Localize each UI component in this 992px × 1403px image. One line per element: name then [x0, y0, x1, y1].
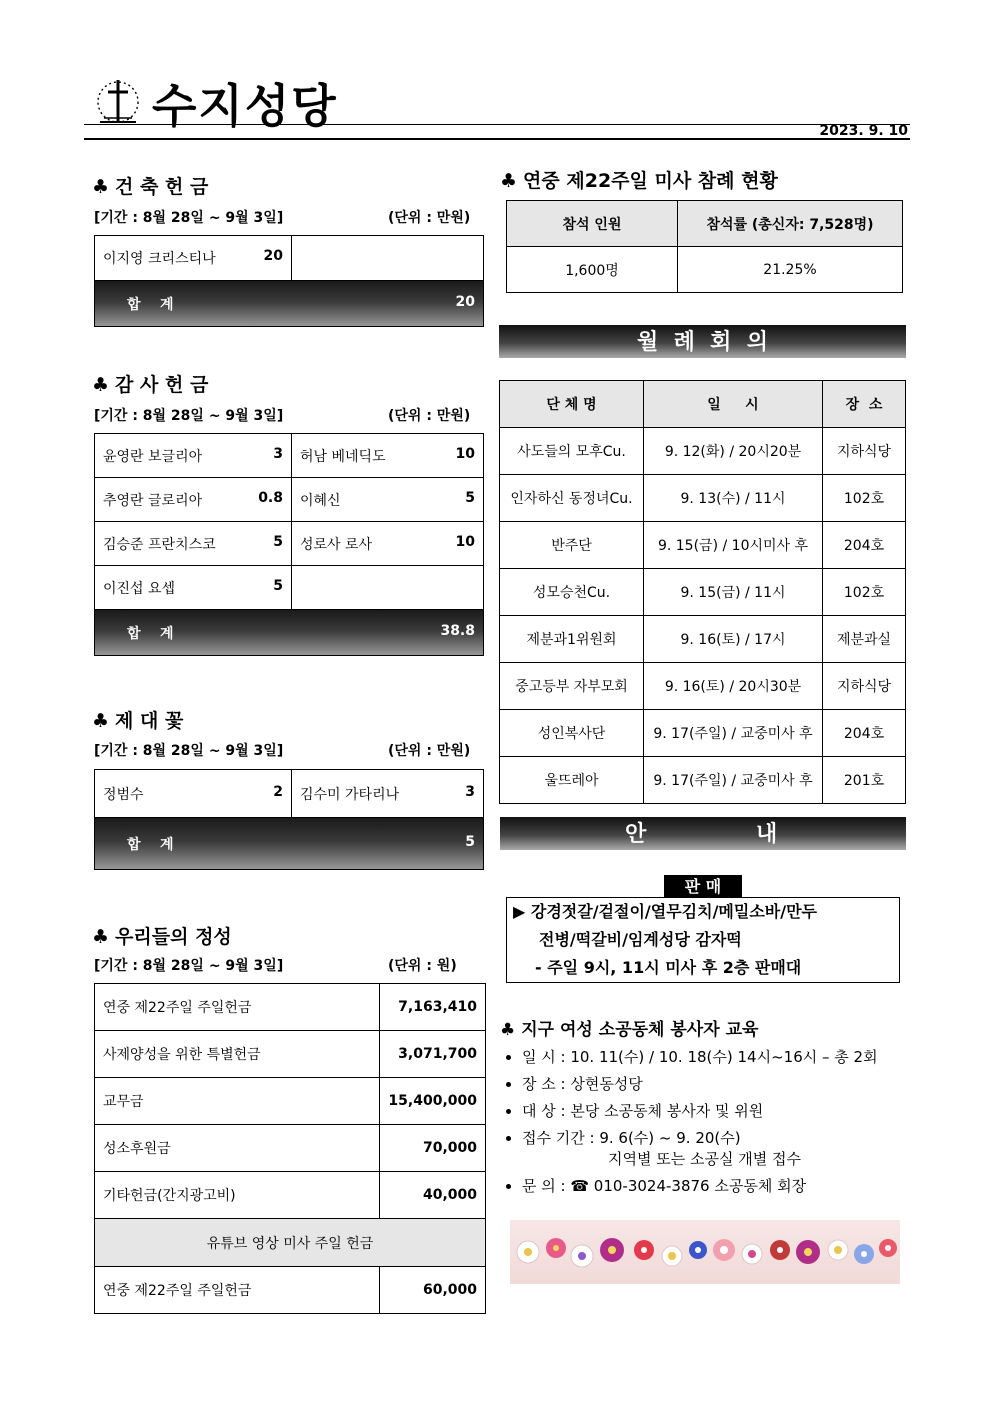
offering-name: 사제양성을 위한 특별헌금 [95, 1031, 380, 1078]
table-row [95, 434, 484, 478]
meeting-place: 지하식당 [823, 663, 906, 710]
meeting-group: 인자하신 동정녀Cu. [500, 475, 644, 522]
attendance-table [506, 200, 903, 293]
altar-flowers-table [94, 769, 484, 870]
offering-amount: 40,000 [380, 1172, 486, 1219]
building-period: [기간 : 8월 28일 ~ 9월 3일] [94, 210, 284, 226]
meeting-datetime: 9. 15(금) / 11시 [644, 569, 823, 616]
col-datetime: 일 시 [644, 381, 823, 428]
offering-unit: (단위 : 원) [388, 958, 457, 974]
altar-flowers-title: ♣ 제 대 꽃 [92, 710, 184, 732]
total-amount: 20 [455, 293, 475, 310]
total-label: 합 계 [127, 836, 174, 853]
list-item: • 접수 기간 : 9. 6(수) ~ 9. 20(수) [522, 1127, 922, 1148]
table-header-row [507, 201, 903, 247]
education-list [504, 1046, 922, 1202]
donor-name: 정범수 [103, 786, 144, 803]
table-row [500, 757, 906, 804]
list-item: • 대 상 : 본당 소공동체 봉사자 및 위원 [522, 1100, 922, 1121]
table-row [95, 566, 484, 610]
meeting-group: 성모승천Cu. [500, 569, 644, 616]
header-rule-bottom [84, 138, 910, 140]
table-row [95, 522, 484, 566]
building-unit: (단위 : 만원) [388, 210, 471, 226]
total-amount: 5 [465, 833, 475, 850]
club-icon: ♣ [500, 1020, 516, 1040]
table-row [500, 428, 906, 475]
building-fund-title: ♣ 건 축 헌 금 [92, 176, 209, 198]
offering-amount: 3,071,700 [380, 1031, 486, 1078]
table-row [500, 616, 906, 663]
church-logo [92, 74, 144, 126]
table-row [95, 1172, 486, 1219]
list-item: • 일 시 : 10. 11(수) / 10. 18(수) 14시~16시 – 총 2회 [522, 1046, 922, 1067]
meeting-datetime: 9. 15(금) / 10시미사 후 [644, 522, 823, 569]
club-icon: ♣ [92, 374, 110, 396]
donor-name: 김승준 프란치스코 [103, 536, 216, 553]
table-row [95, 1125, 486, 1172]
total-row [95, 818, 484, 870]
offering-amount: 60,000 [380, 1267, 486, 1314]
offering-name: 연중 제22주일 주일헌금 [95, 984, 380, 1031]
col-group: 단 체 명 [500, 381, 644, 428]
donor-name: 윤영란 보글리아 [103, 448, 203, 465]
club-icon: ♣ [92, 710, 110, 732]
meeting-group: 중고등부 자부모회 [500, 663, 644, 710]
meetings-table [499, 380, 906, 804]
col-place: 장 소 [823, 381, 906, 428]
guide-banner-right: 내 [756, 822, 778, 847]
club-icon: ♣ [92, 926, 110, 948]
table-row [500, 522, 906, 569]
offering-name: 성소후원금 [95, 1125, 380, 1172]
table-row [500, 475, 906, 522]
club-icon: ♣ [500, 170, 518, 192]
total-label: 합 계 [127, 625, 174, 642]
meeting-group: 제분과1위원회 [500, 616, 644, 663]
table-row [500, 569, 906, 616]
altar-unit: (단위 : 만원) [388, 743, 471, 759]
thanks-offering-title: ♣ 감 사 헌 금 [92, 374, 209, 396]
meeting-group: 성인복사단 [500, 710, 644, 757]
offerings-table [94, 983, 486, 1314]
table-row [95, 1078, 486, 1125]
donor-name: 추영란 글로리아 [103, 492, 203, 509]
table-row [95, 478, 484, 522]
donor-amount: 5 [465, 489, 475, 506]
meeting-place: 102호 [823, 569, 906, 616]
education-title: ♣ 지구 여성 소공동체 봉사자 교육 [500, 1020, 759, 1040]
table-row [500, 710, 906, 757]
donor-amount: 5 [273, 533, 283, 550]
offering-name: 기타헌금(간지광고비) [95, 1172, 380, 1219]
issue-date: 2023. 9. 10 [819, 123, 908, 139]
table-row [507, 247, 903, 293]
meeting-datetime: 9. 12(화) / 20시20분 [644, 428, 823, 475]
attendance-col-rate: 참석률 (총신자: 7,528명) [678, 201, 903, 247]
table-row [95, 984, 486, 1031]
guide-banner-left: 안 [625, 822, 647, 847]
meeting-datetime: 9. 17(주일) / 교중미사 후 [644, 710, 823, 757]
total-amount: 38.8 [440, 622, 475, 639]
donor-amount: 5 [273, 577, 283, 594]
thanks-offering-table [94, 433, 484, 656]
list-item: • 문 의 : ☎ 010-3024-3876 소공동체 회장 [522, 1175, 922, 1196]
meeting-group: 사도들의 모후Cu. [500, 428, 644, 475]
club-icon: ♣ [92, 176, 110, 198]
sale-line-1: ▶ 강경젓갈/겉절이/열무김치/메밀소바/만두 [513, 902, 818, 921]
meeting-place: 204호 [823, 710, 906, 757]
table-row [95, 1031, 486, 1078]
donor-amount: 20 [263, 248, 283, 264]
donor-name: 성로사 로사 [300, 536, 373, 553]
offerings-title: ♣ 우리들의 정성 [92, 926, 232, 948]
guide-banner [500, 817, 906, 850]
attendance-count: 1,600명 [507, 247, 678, 293]
meeting-group: 울뜨레아 [500, 757, 644, 804]
donor-amount: 3 [465, 783, 475, 800]
youtube-header-row [95, 1219, 486, 1267]
thanks-unit: (단위 : 만원) [388, 408, 471, 424]
building-fund-table [94, 235, 484, 327]
meeting-place: 102호 [823, 475, 906, 522]
youtube-header: 유튜브 영상 미사 주일 헌금 [95, 1219, 486, 1267]
offering-period: [기간 : 8월 28일 ~ 9월 3일] [94, 958, 284, 974]
table-row [95, 236, 484, 281]
thanks-period: [기간 : 8월 28일 ~ 9월 3일] [94, 408, 284, 424]
attendance-rate: 21.25% [678, 247, 903, 293]
donor-name: 이혜신 [300, 492, 341, 509]
donor-amount: 3 [273, 445, 283, 462]
list-item-subline: 지역별 또는 소공실 개별 접수 [608, 1150, 801, 1168]
meeting-place: 제분과실 [823, 616, 906, 663]
meeting-datetime: 9. 13(수) / 11시 [644, 475, 823, 522]
meetings-banner: 월 례 회 의 [499, 325, 906, 358]
table-row [500, 663, 906, 710]
meeting-datetime: 9. 16(토) / 17시 [644, 616, 823, 663]
list-item: • 장 소 : 상현동성당 [522, 1073, 922, 1094]
donor-amount: 10 [455, 533, 475, 550]
donor-name: 허남 베네딕도 [300, 448, 386, 465]
total-row [95, 610, 484, 656]
total-row [95, 281, 484, 327]
meeting-place: 204호 [823, 522, 906, 569]
meeting-place: 지하식당 [823, 428, 906, 475]
parish-title: 수지성당 [152, 79, 338, 133]
attendance-col-count: 참석 인원 [507, 201, 678, 247]
meeting-datetime: 9. 17(주일) / 교중미사 후 [644, 757, 823, 804]
table-row [95, 770, 484, 818]
attendance-title: ♣ 연중 제22주일 미사 참례 현황 [500, 170, 778, 192]
sale-label: 판 매 [664, 875, 742, 897]
donor-name: 이진섭 요셉 [103, 580, 176, 597]
meeting-group: 반주단 [500, 522, 644, 569]
donor-name: 김수미 가타리나 [300, 786, 400, 803]
table-header-row [500, 381, 906, 428]
meeting-datetime: 9. 16(토) / 20시30분 [644, 663, 823, 710]
offering-amount: 70,000 [380, 1125, 486, 1172]
sale-line-2: 전병/떡갈비/임계성당 감자떡 [539, 930, 742, 949]
flower-strip-image [510, 1220, 900, 1284]
meeting-place: 201호 [823, 757, 906, 804]
offering-amount: 7,163,410 [380, 984, 486, 1031]
donor-amount: 10 [455, 445, 475, 462]
donor-name: 이지영 크리스티나 [103, 251, 216, 267]
donor-amount: 2 [273, 783, 283, 800]
table-row [95, 1267, 486, 1314]
altar-period: [기간 : 8월 28일 ~ 9월 3일] [94, 743, 284, 759]
total-label: 합 계 [127, 296, 174, 313]
offering-name: 연중 제22주일 주일헌금 [95, 1267, 380, 1314]
offering-amount: 15,400,000 [380, 1078, 486, 1125]
offering-name: 교무금 [95, 1078, 380, 1125]
donor-amount: 0.8 [258, 489, 283, 506]
sale-line-3: - 주일 9시, 11시 미사 후 2층 판매대 [535, 958, 802, 977]
sale-box [506, 897, 900, 983]
header-rule-top [84, 124, 910, 125]
